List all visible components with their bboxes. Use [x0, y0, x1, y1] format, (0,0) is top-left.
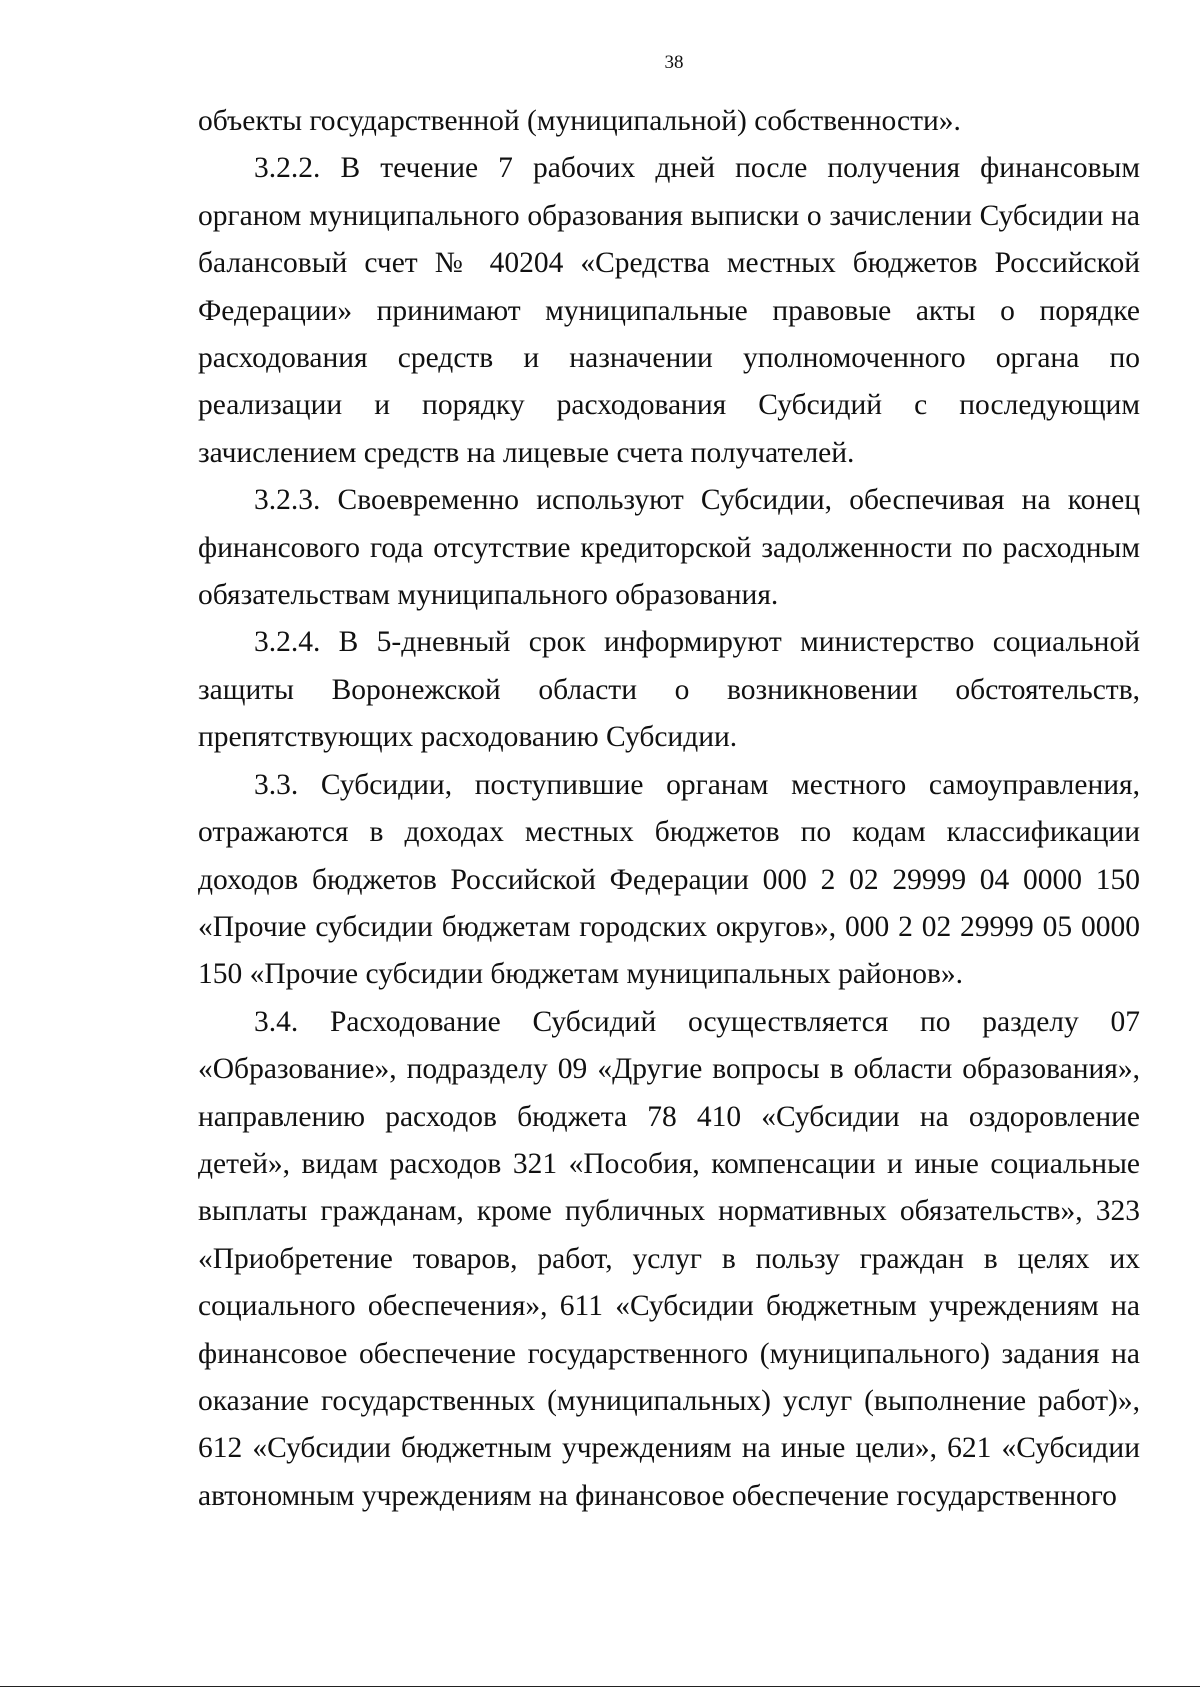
- page-number: 38: [664, 52, 684, 73]
- paragraph-continuation: объекты государственной (муниципальной) собственности».: [198, 105, 961, 137]
- paragraph-3-2-2: 3.2.2. В течение 7 рабочих дней после получения финансовым органом муниципального образования выписки о зачислении Субсидии на балансовый счет № 40204 «Средства местных бюджетов Российской Федерации» принимают муниципальные правовые акты о порядке расходования средств и назначении уполномоченного органа по реализации и порядку расходования Субсидий с последующим зачислением средств на лицевые счета получателей.: [198, 152, 1140, 469]
- page-bottom-edge: [0, 1686, 1200, 1687]
- paragraph-3-2-4: 3.2.4. В 5-дневный срок информируют министерство социальной защиты Воронежской области о возникновении обстоятельств, препятствующих расходованию Субсидии.: [198, 626, 1140, 754]
- document-body: [198, 98, 1140, 1520]
- paragraph-3-2-3: 3.2.3. Своевременно используют Субсидии, обеспечивая на конец финансового года отсутствие кредиторской задолженности по расходным обязательствам муниципального образования.: [198, 484, 1140, 612]
- paragraph-3-3: 3.3. Субсидии, поступившие органам местного самоуправления, отражаются в доходах местных бюджетов по кодам классификации доходов бюджетов Российской Федерации 000 2 02 29999 04 0000 150 «Прочие субсидии бюджетам городских округов», 000 2 02 29999 05 0000 150 «Прочие субсидии бюджетам муниципальных районов».: [198, 768, 1140, 991]
- paragraph-3-4: 3.4. Расходование Субсидий осуществляется по разделу 07 «Образование», подразделу 09 «Другие вопросы в области образования», направлению расходов бюджета 78 410 «Субсидии на оздоровление детей», видам расходов 321 «Пособия, компенсации и иные социальные выплаты гражданам, кроме публичных нормативных обязательств», 323 «Приобретение товаров, работ, услуг в пользу граждан в целях их социального обеспечения», 611 «Субсидии бюджетным учреждениям на финансовое обеспечение государственного (муниципального) задания на оказание государственных (муниципальных) услуг (выполнение работ)», 612 «Субсидии бюджетным учреждениям на иные цели», 621 «Субсидии автономным учреждениям на финансовое обеспечение государственного: [198, 1005, 1140, 1512]
